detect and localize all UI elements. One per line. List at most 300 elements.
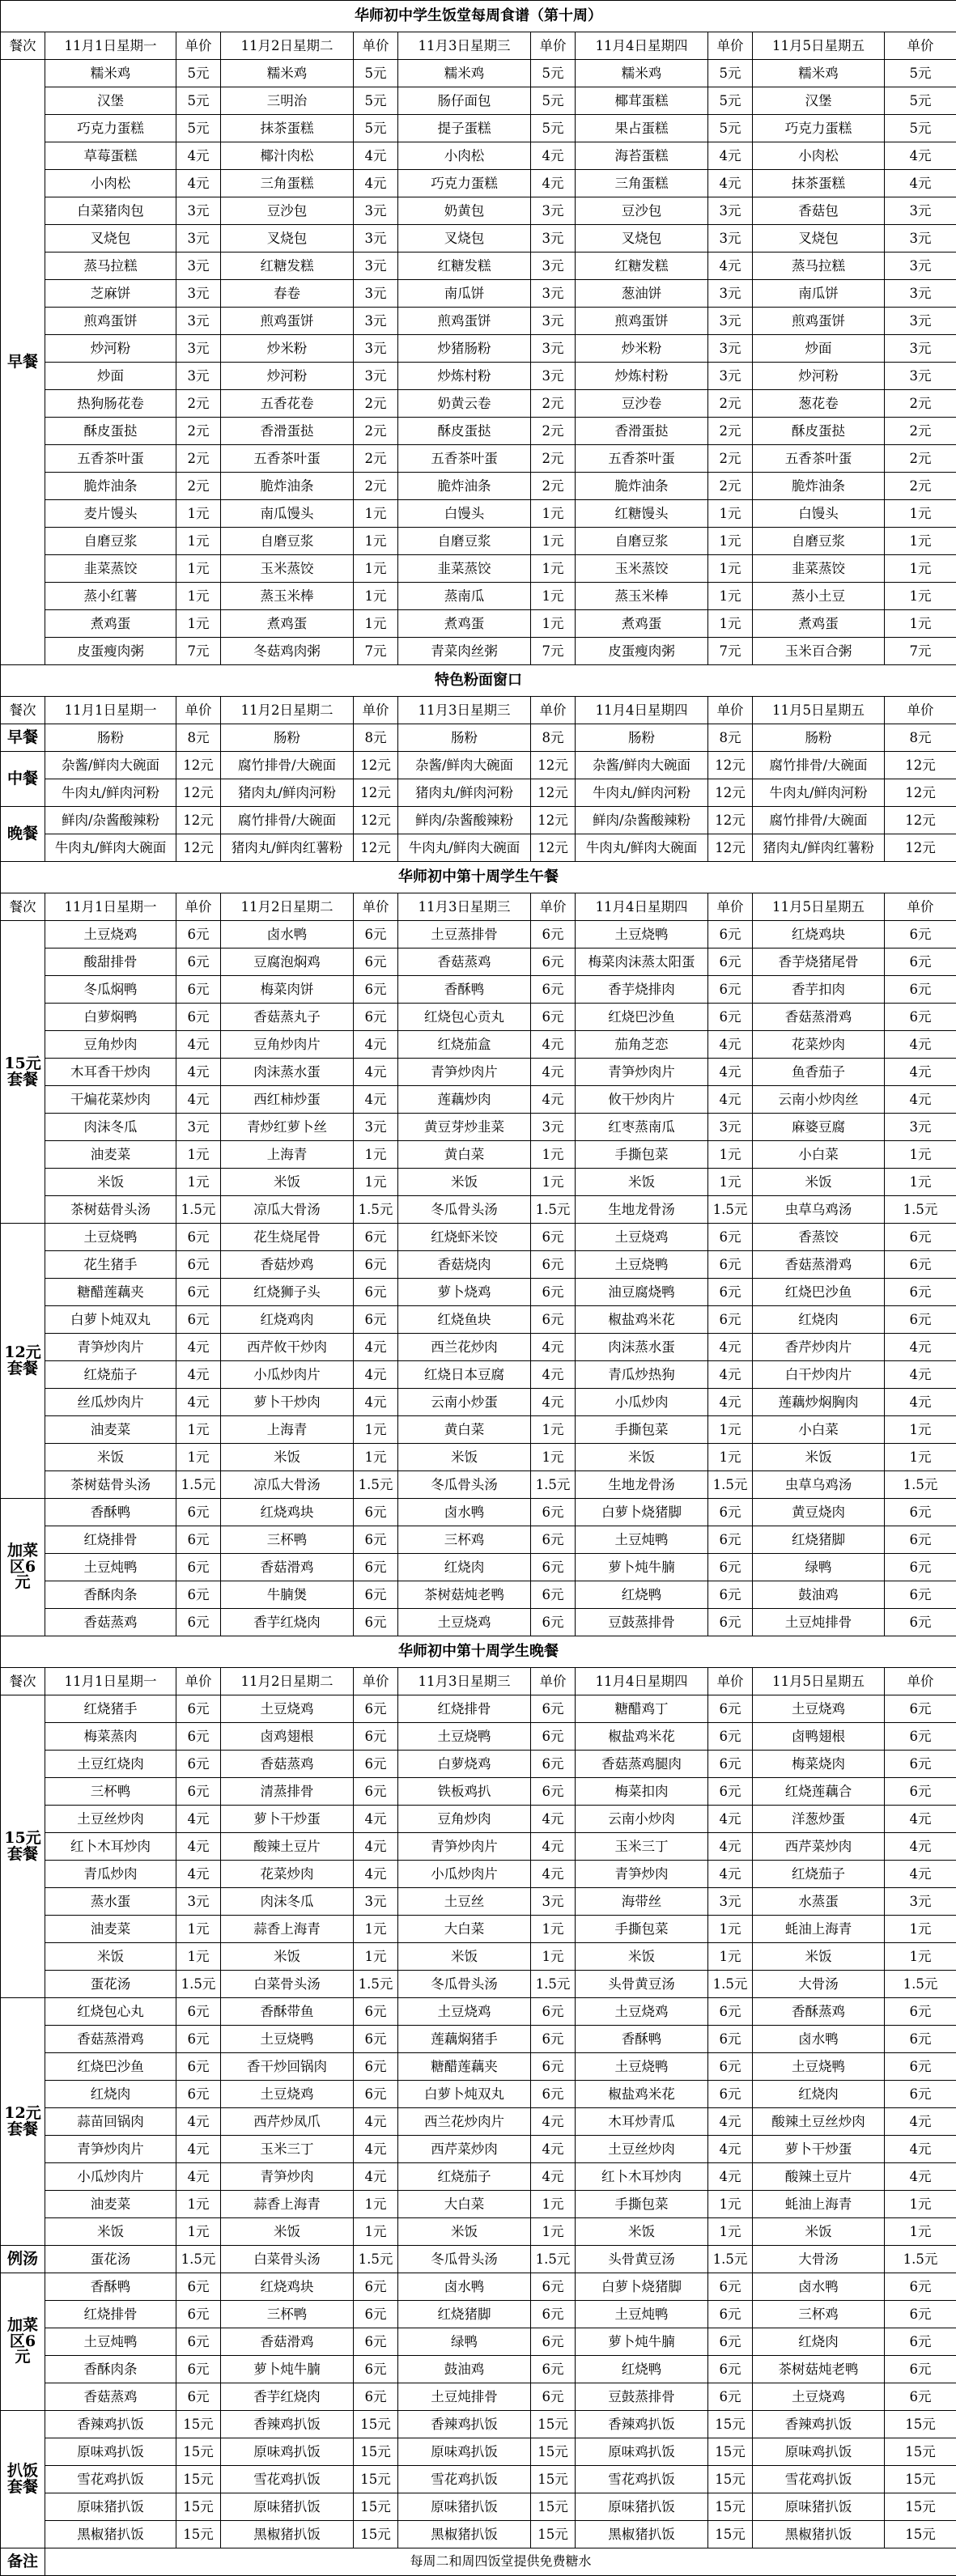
dish-name: 巧克力蛋糕 — [45, 115, 176, 142]
meal-category: 12元套餐 — [1, 1224, 45, 1499]
dish-price: 6元 — [176, 1004, 221, 1031]
dish-name: 蒸玉米棒 — [221, 583, 354, 610]
dish-price: 6元 — [531, 1499, 576, 1526]
dish-price: 1元 — [885, 1916, 956, 1943]
menu-row — [1, 170, 956, 197]
menu-row — [1, 948, 956, 976]
dish-price: 3元 — [176, 280, 221, 308]
dish-price: 6元 — [176, 1695, 221, 1723]
dish-price: 1元 — [885, 610, 956, 638]
dish-price: 6元 — [708, 2383, 753, 2411]
menu-row — [1, 2438, 956, 2466]
dish-price: 1元 — [354, 1169, 398, 1196]
dish-price: 6元 — [708, 1306, 753, 1334]
header-row — [1, 1668, 956, 1695]
dish-name: 肉沫冬瓜 — [45, 1114, 176, 1141]
dish-price: 15元 — [708, 2521, 753, 2548]
dish-price: 4元 — [708, 1861, 753, 1888]
dish-price: 6元 — [354, 1499, 398, 1526]
dish-price: 4元 — [885, 142, 956, 170]
menu-row — [1, 253, 956, 280]
menu-row — [1, 1861, 956, 1888]
dish-price: 1元 — [531, 528, 576, 555]
menu-row — [1, 1778, 956, 1806]
dish-name: 果占蛋糕 — [576, 115, 708, 142]
menu-row — [1, 1751, 956, 1778]
dish-name: 冬瓜焖鸭 — [45, 976, 176, 1004]
header-row — [1, 893, 956, 921]
dish-price: 3元 — [354, 335, 398, 363]
dish-name: 香滑蛋挞 — [576, 418, 708, 445]
menu-row — [1, 1444, 956, 1471]
dish-price: 1元 — [354, 1916, 398, 1943]
dish-price: 6元 — [531, 2328, 576, 2356]
dish-price: 6元 — [708, 1251, 753, 1279]
dish-name: 香菇滑鸡 — [221, 1554, 354, 1581]
dish-price: 2元 — [354, 445, 398, 473]
dish-price: 6元 — [531, 1224, 576, 1251]
dish-name: 汉堡 — [753, 87, 885, 115]
dish-price: 3元 — [176, 253, 221, 280]
dish-price: 3元 — [176, 1888, 221, 1916]
dish-price: 6元 — [531, 2026, 576, 2053]
menu-row — [1, 2053, 956, 2081]
dish-price: 1.5元 — [885, 2246, 956, 2273]
dish-name: 鲜肉/杂酱酸辣粉 — [45, 807, 176, 834]
dish-price: 3元 — [354, 253, 398, 280]
dish-price: 2元 — [531, 445, 576, 473]
dish-name: 白萝卜炖双丸 — [398, 2081, 531, 2108]
dish-price: 6元 — [354, 1609, 398, 1636]
dish-price: 1元 — [354, 500, 398, 528]
dish-name: 香酥鸭 — [45, 1499, 176, 1526]
dish-name: 麦片馒头 — [45, 500, 176, 528]
dish-price: 3元 — [885, 280, 956, 308]
column-header: 单价 — [176, 893, 221, 921]
dish-name: 三杯鸡 — [753, 2301, 885, 2328]
menu-row — [1, 528, 956, 555]
dish-price: 6元 — [708, 1998, 753, 2026]
dish-name: 鼓油鸡 — [753, 1581, 885, 1609]
dish-name: 五香茶叶蛋 — [45, 445, 176, 473]
dish-price: 1元 — [708, 610, 753, 638]
menu-row — [1, 335, 956, 363]
dish-name: 红烧茄盒 — [398, 1031, 531, 1059]
menu-row — [1, 445, 956, 473]
dish-price: 4元 — [885, 1833, 956, 1861]
dish-price: 6元 — [885, 1251, 956, 1279]
dish-name: 红糖发糕 — [576, 253, 708, 280]
dish-name: 白萝烧鸡 — [398, 1751, 531, 1778]
dish-name: 煮鸡蛋 — [398, 610, 531, 638]
dish-name: 香芋红烧肉 — [221, 1609, 354, 1636]
column-header: 单价 — [885, 697, 956, 724]
dish-name: 香酥鸭 — [398, 976, 531, 1004]
dish-price: 1.5元 — [176, 2246, 221, 2273]
dish-price: 6元 — [531, 2273, 576, 2301]
menu-row — [1, 2108, 956, 2136]
dish-name: 黄白菜 — [398, 1416, 531, 1444]
dish-name: 小瓜炒肉片 — [221, 1361, 354, 1389]
dish-name: 雪花鸡扒饭 — [221, 2466, 354, 2493]
dish-price: 1元 — [531, 555, 576, 583]
dish-price: 12元 — [531, 779, 576, 807]
dish-price: 6元 — [885, 1224, 956, 1251]
dish-name: 黑椒猪扒饭 — [398, 2521, 531, 2548]
dish-price: 4元 — [354, 1031, 398, 1059]
dish-price: 4元 — [176, 1861, 221, 1888]
dish-price: 6元 — [708, 1004, 753, 1031]
dish-name: 肠粉 — [221, 724, 354, 752]
dish-price: 15元 — [708, 2493, 753, 2521]
dinner-section-title: 华师初中第十周学生晚餐 — [1, 1636, 956, 1668]
dish-price: 3元 — [176, 308, 221, 335]
dish-name: 红烧鸡块 — [221, 2273, 354, 2301]
dish-price: 1.5元 — [531, 1471, 576, 1499]
dish-price: 3元 — [885, 253, 956, 280]
dish-name: 三角蛋糕 — [221, 170, 354, 197]
dish-price: 6元 — [885, 1526, 956, 1554]
dish-price: 6元 — [708, 1499, 753, 1526]
dish-name: 三杯鸭 — [45, 1778, 176, 1806]
meal-category: 早餐 — [1, 724, 45, 752]
dish-name: 红烧鸭 — [576, 2356, 708, 2383]
menu-row — [1, 921, 956, 948]
dish-price: 1元 — [708, 1444, 753, 1471]
dish-name: 青瓜炒热狗 — [576, 1361, 708, 1389]
menu-row — [1, 1361, 956, 1389]
dish-price: 1元 — [885, 2191, 956, 2218]
dish-price: 6元 — [176, 2273, 221, 2301]
dish-name: 蒸马拉糕 — [753, 253, 885, 280]
dish-name: 土豆炖排骨 — [398, 2383, 531, 2411]
dish-price: 2元 — [531, 390, 576, 418]
dish-name: 韭菜蒸饺 — [753, 555, 885, 583]
menu-row — [1, 2383, 956, 2411]
dish-price: 12元 — [531, 807, 576, 834]
dish-price: 6元 — [531, 1554, 576, 1581]
dish-price: 1.5元 — [176, 1471, 221, 1499]
dish-price: 3元 — [885, 308, 956, 335]
dish-price: 5元 — [176, 60, 221, 87]
dish-price: 4元 — [708, 2136, 753, 2163]
dish-price: 4元 — [885, 1031, 956, 1059]
dish-name: 萝卜炖牛腩 — [221, 2356, 354, 2383]
dish-name: 雪花鸡扒饭 — [576, 2466, 708, 2493]
dish-name: 米饭 — [753, 2218, 885, 2246]
dish-name: 红枣蒸南瓜 — [576, 1114, 708, 1141]
menu-row — [1, 779, 956, 807]
dish-name: 米饭 — [398, 1444, 531, 1471]
dish-price: 7元 — [885, 638, 956, 665]
dish-name: 脆炸油条 — [221, 473, 354, 500]
dish-name: 生地龙骨汤 — [576, 1196, 708, 1224]
dish-price: 6元 — [176, 1251, 221, 1279]
dish-name: 香辣鸡扒饭 — [576, 2411, 708, 2438]
dish-price: 6元 — [885, 1751, 956, 1778]
dish-name: 丝瓜炒肉片 — [45, 1389, 176, 1416]
dish-name: 青笋炒肉 — [576, 1861, 708, 1888]
dish-name: 芝麻饼 — [45, 280, 176, 308]
dish-name: 海带丝 — [576, 1888, 708, 1916]
dish-name: 米饭 — [45, 2218, 176, 2246]
dish-price: 1元 — [531, 1444, 576, 1471]
dish-price: 6元 — [354, 2026, 398, 2053]
column-header: 餐次 — [1, 1668, 45, 1695]
dish-price: 6元 — [708, 1526, 753, 1554]
dish-price: 6元 — [885, 2053, 956, 2081]
dish-name: 椰汁肉松 — [221, 142, 354, 170]
dish-name: 蛋花汤 — [45, 1971, 176, 1998]
dish-name: 云南小炒肉 — [576, 1806, 708, 1833]
dish-price: 6元 — [885, 1554, 956, 1581]
dish-name: 玉米三丁 — [576, 1833, 708, 1861]
dish-price: 6元 — [708, 1723, 753, 1751]
dish-name: 土豆烧鸡 — [398, 1998, 531, 2026]
dish-price: 6元 — [176, 1609, 221, 1636]
dish-name: 提子蛋糕 — [398, 115, 531, 142]
dish-price: 4元 — [176, 1059, 221, 1086]
menu-row — [1, 1695, 956, 1723]
dish-name: 三明治 — [221, 87, 354, 115]
dish-name: 葱油饼 — [576, 280, 708, 308]
dish-name: 牛腩煲 — [221, 1581, 354, 1609]
dish-price: 3元 — [176, 225, 221, 253]
dish-name: 红烧茄子 — [45, 1361, 176, 1389]
dish-name: 香菇蒸丸子 — [221, 1004, 354, 1031]
dish-name: 椰茸蛋糕 — [576, 87, 708, 115]
dish-price: 6元 — [885, 921, 956, 948]
dish-price: 1元 — [354, 583, 398, 610]
dish-price: 1.5元 — [531, 1971, 576, 1998]
dish-price: 6元 — [531, 2081, 576, 2108]
dish-name: 腐竹排骨/大碗面 — [221, 752, 354, 779]
column-header: 11月3日星期三 — [398, 893, 531, 921]
dish-name: 花菜炒肉 — [221, 1861, 354, 1888]
dish-price: 1元 — [885, 1943, 956, 1971]
dish-name: 油麦菜 — [45, 1141, 176, 1169]
dish-name: 猪肉丸/鲜肉河粉 — [221, 779, 354, 807]
dish-price: 1元 — [176, 583, 221, 610]
dish-price: 6元 — [885, 1778, 956, 1806]
dish-name: 小肉松 — [398, 142, 531, 170]
dish-name: 红烧猪脚 — [398, 2301, 531, 2328]
dish-name: 玉米三丁 — [221, 2136, 354, 2163]
dish-price: 1.5元 — [885, 1971, 956, 1998]
dish-price: 6元 — [531, 948, 576, 976]
dish-name: 玉米蒸饺 — [221, 555, 354, 583]
dish-name: 莲藕炒肉 — [398, 1086, 531, 1114]
column-header: 单价 — [354, 697, 398, 724]
dish-price: 5元 — [176, 87, 221, 115]
dish-price: 3元 — [708, 363, 753, 390]
dish-name: 茶树菇炖老鸭 — [753, 2356, 885, 2383]
dish-name: 花生烧尾骨 — [221, 1224, 354, 1251]
dish-price: 3元 — [354, 280, 398, 308]
column-header: 11月5日星期五 — [753, 697, 885, 724]
dish-name: 卤水鸭 — [398, 2273, 531, 2301]
dish-name: 小肉松 — [753, 142, 885, 170]
dish-price: 6元 — [531, 1251, 576, 1279]
dish-price: 6元 — [885, 1695, 956, 1723]
dish-price: 1元 — [885, 1169, 956, 1196]
dish-price: 4元 — [354, 2136, 398, 2163]
dish-name: 萝卜干炒蛋 — [221, 1806, 354, 1833]
dish-name: 香菇蒸鸡 — [45, 2383, 176, 2411]
dish-name: 鲜肉/杂酱酸辣粉 — [576, 807, 708, 834]
dish-price: 4元 — [176, 2136, 221, 2163]
dish-price: 6元 — [354, 948, 398, 976]
dish-price: 6元 — [885, 1499, 956, 1526]
dish-name: 土豆烧鸭 — [576, 2053, 708, 2081]
dish-name: 油麦菜 — [45, 1916, 176, 1943]
dish-price: 15元 — [176, 2438, 221, 2466]
dish-price: 1元 — [708, 1916, 753, 1943]
menu-row — [1, 1251, 956, 1279]
dish-name: 花生猪手 — [45, 1251, 176, 1279]
dish-price: 4元 — [354, 1861, 398, 1888]
dish-price: 12元 — [708, 807, 753, 834]
dish-name: 卤水鸭 — [398, 1499, 531, 1526]
dish-name: 米饭 — [398, 1169, 531, 1196]
dish-price: 1元 — [176, 1943, 221, 1971]
dish-name: 韭菜蒸饺 — [45, 555, 176, 583]
dish-name: 香芹炒肉片 — [753, 1334, 885, 1361]
dish-price: 4元 — [176, 2163, 221, 2191]
dish-price: 1.5元 — [708, 2246, 753, 2273]
dish-price: 6元 — [531, 1279, 576, 1306]
dish-name: 红烧茄子 — [753, 1861, 885, 1888]
dish-price: 4元 — [176, 2108, 221, 2136]
dish-price: 1.5元 — [885, 1471, 956, 1499]
dish-price: 6元 — [531, 2053, 576, 2081]
dish-name: 头骨黄豆汤 — [576, 2246, 708, 2273]
dish-price: 4元 — [708, 1334, 753, 1361]
dish-name: 炒炼村粉 — [576, 363, 708, 390]
dish-name: 洋葱炒蛋 — [753, 1806, 885, 1833]
dish-name: 汉堡 — [45, 87, 176, 115]
dish-price: 12元 — [354, 834, 398, 862]
dish-name: 红烧肉 — [45, 2081, 176, 2108]
column-header: 11月1日星期一 — [45, 697, 176, 724]
dish-name: 米饭 — [221, 2218, 354, 2246]
dish-price: 1元 — [531, 583, 576, 610]
meal-category: 加菜区6元 — [1, 1499, 45, 1636]
dish-name: 黑椒猪扒饭 — [221, 2521, 354, 2548]
dish-name: 梅菜肉饼 — [221, 976, 354, 1004]
dish-name: 豆沙卷 — [576, 390, 708, 418]
menu-row — [1, 1224, 956, 1251]
dish-price: 1元 — [708, 583, 753, 610]
column-header: 11月2日星期二 — [221, 893, 354, 921]
dish-name: 蚝油上海青 — [753, 2191, 885, 2218]
dish-name: 上海青 — [221, 1141, 354, 1169]
column-header: 11月3日星期三 — [398, 697, 531, 724]
menu-row — [1, 1114, 956, 1141]
dish-name: 手撕包菜 — [576, 1916, 708, 1943]
dish-name: 煎鸡蛋饼 — [576, 308, 708, 335]
dish-name: 肠仔面包 — [398, 87, 531, 115]
dish-name: 白干炒肉片 — [753, 1361, 885, 1389]
dish-name: 煎鸡蛋饼 — [753, 308, 885, 335]
dish-price: 6元 — [176, 2328, 221, 2356]
dish-price: 15元 — [176, 2411, 221, 2438]
dish-name: 蛋花汤 — [45, 2246, 176, 2273]
dish-name: 土豆烧鸡 — [221, 1695, 354, 1723]
dish-price: 15元 — [531, 2493, 576, 2521]
column-header: 11月3日星期三 — [398, 32, 531, 60]
dish-price: 3元 — [354, 308, 398, 335]
dish-price: 1元 — [176, 2218, 221, 2246]
column-header: 单价 — [176, 32, 221, 60]
menu-row — [1, 1169, 956, 1196]
dish-price: 1元 — [354, 1943, 398, 1971]
dish-name: 五香茶叶蛋 — [753, 445, 885, 473]
menu-row — [1, 2521, 956, 2548]
dish-price: 12元 — [531, 834, 576, 862]
dish-name: 草莓蛋糕 — [45, 142, 176, 170]
dish-price: 4元 — [354, 1361, 398, 1389]
dish-name: 土豆烧鸭 — [576, 921, 708, 948]
dish-price: 6元 — [885, 1609, 956, 1636]
dish-price: 4元 — [354, 170, 398, 197]
dish-price: 1元 — [885, 2218, 956, 2246]
dish-name: 米饭 — [45, 1444, 176, 1471]
meal-category: 15元套餐 — [1, 921, 45, 1224]
meal-category: 加菜区6元 — [1, 2273, 45, 2411]
dish-price: 6元 — [885, 1581, 956, 1609]
menu-row — [1, 752, 956, 779]
dish-price: 1元 — [885, 500, 956, 528]
dish-name: 炒河粉 — [221, 363, 354, 390]
dish-name: 黑椒猪扒饭 — [576, 2521, 708, 2548]
dish-name: 牛肉丸/鲜肉大碗面 — [576, 834, 708, 862]
dish-name: 肠粉 — [398, 724, 531, 752]
dish-price: 6元 — [708, 921, 753, 948]
dish-price: 6元 — [885, 976, 956, 1004]
dish-name: 脆炸油条 — [398, 473, 531, 500]
menu-row — [1, 2356, 956, 2383]
dish-price: 3元 — [176, 197, 221, 225]
dish-name: 腐竹排骨/大碗面 — [753, 752, 885, 779]
lunch-section-title: 华师初中第十周学生午餐 — [1, 862, 956, 893]
dish-price: 3元 — [354, 197, 398, 225]
dish-price: 1元 — [176, 610, 221, 638]
dish-price: 6元 — [708, 1581, 753, 1609]
menu-row — [1, 583, 956, 610]
dish-name: 云南小炒蛋 — [398, 1389, 531, 1416]
dish-price: 1元 — [176, 1416, 221, 1444]
dish-name: 白萝焖鸭 — [45, 1004, 176, 1031]
dish-name: 豆鼓蒸排骨 — [576, 1609, 708, 1636]
dish-name: 原味鸡扒饭 — [45, 2438, 176, 2466]
menu-row — [1, 1723, 956, 1751]
dish-price: 3元 — [708, 225, 753, 253]
column-header: 单价 — [354, 32, 398, 60]
dish-name: 煮鸡蛋 — [221, 610, 354, 638]
dish-name: 酸辣土豆丝炒肉 — [753, 2108, 885, 2136]
dish-name: 梅菜肉沫蒸太阳蛋 — [576, 948, 708, 976]
dish-name: 青笋炒肉片 — [398, 1833, 531, 1861]
dish-price: 4元 — [176, 1334, 221, 1361]
column-header: 11月5日星期五 — [753, 32, 885, 60]
dish-name: 香辣鸡扒饭 — [398, 2411, 531, 2438]
dish-name: 豆腐泡焖鸡 — [221, 948, 354, 976]
dish-name: 香酥肉条 — [45, 1581, 176, 1609]
dish-name: 云南小炒肉丝 — [753, 1086, 885, 1114]
dish-name: 糯米鸡 — [753, 60, 885, 87]
dish-name: 茶树菇骨头汤 — [45, 1471, 176, 1499]
